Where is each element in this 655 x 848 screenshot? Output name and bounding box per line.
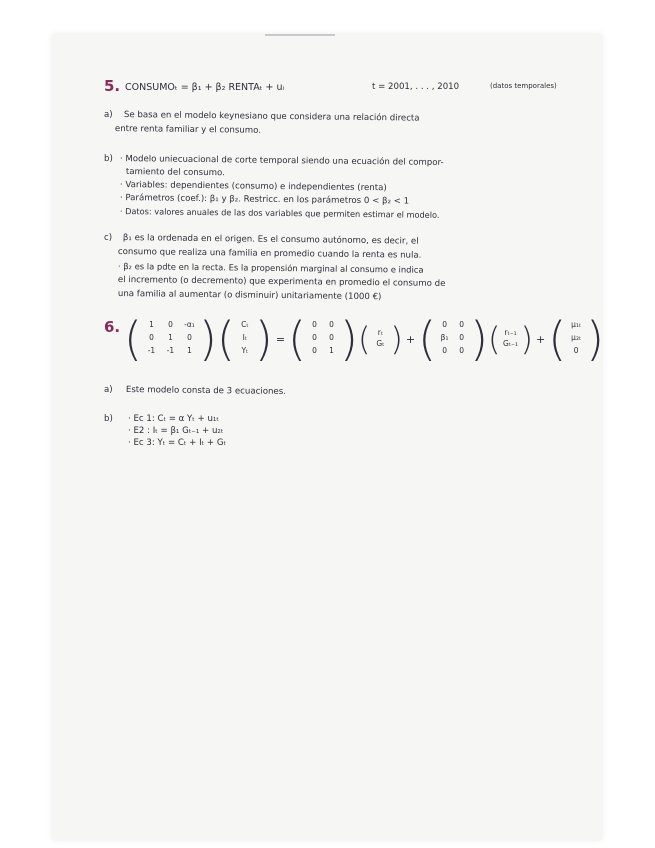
left-paren-icon: ( (216, 312, 235, 366)
q6-a-label: a) (104, 385, 113, 395)
q5-b-line-4: · Parámetros (coef.): β₁ y β₂. Restricc. en los parámetros 0 < β₂ < 1 (119, 192, 410, 207)
matrix-b (306, 320, 340, 359)
q6-a-text: Este modelo consta de 3 ecuaciones. (125, 384, 287, 397)
q5-data-note: (datos temporales) (490, 82, 557, 90)
left-paren-icon: ( (418, 312, 437, 366)
matrix-b-cell: 0 (329, 319, 334, 329)
matrix-b-cell: 0 (329, 332, 334, 342)
matrix-c-cell: 0 (442, 345, 447, 355)
q5-c-label: c) (104, 233, 113, 243)
vector-y-cell: Yₜ (241, 345, 249, 355)
vector-y (235, 320, 255, 359)
vector-x2 (501, 328, 521, 350)
matrix-b-cell: 0 (312, 319, 317, 329)
q5-b-line-1: · Modelo uniecuacional de corte temporal siendo una ecuación del compor- (119, 153, 444, 168)
matrix-a-cell: -1 (147, 345, 156, 355)
vector-y-cell: Cₜ (241, 319, 249, 329)
matrix-a-cell: 0 (149, 332, 154, 342)
q5-b-label: b) (104, 154, 113, 164)
q5-equation: CONSUMOₜ = β₁ + β₂ RENTAₜ + uᵢ (125, 82, 285, 93)
vector-u-cell: 0 (573, 345, 579, 355)
matrix-c-cell: 0 (442, 319, 447, 329)
right-paren-icon: ) (254, 312, 273, 366)
vector-u-cell: μ₂ₜ (571, 332, 582, 342)
right-paren-icon: ) (198, 312, 217, 366)
matrix-a-cell: 0 (168, 319, 173, 329)
q5-b-line-5: · Datos: valores anuales de las dos variables que permiten estimar el modelo. (119, 205, 440, 220)
matrix-c-cell: 0 (459, 332, 464, 342)
left-paren-icon: ( (357, 320, 371, 358)
right-paren-icon: ) (586, 312, 605, 366)
matrix-b-cell: 1 (329, 345, 334, 355)
question-5-number: 5. (104, 77, 121, 95)
question-6-number: 6. (104, 318, 121, 336)
left-paren-icon: ( (124, 312, 142, 366)
matrix-a-cell: 1 (149, 319, 154, 329)
right-paren-icon: ) (339, 312, 358, 366)
matrix-b-cell: 0 (312, 332, 317, 342)
q5-c-line-1: β₁ es la ordenada en el origen. Es el consumo autónomo, es decir, el (122, 232, 419, 247)
vector-x1-cell: rₜ (377, 328, 384, 337)
left-paren-icon: ( (288, 312, 306, 366)
q5-c-line-2: consumo que realiza una familia en promedio cuando la renta es nula. (117, 246, 422, 261)
q6-b-label: b) (104, 414, 113, 424)
q5-a-line-1: Se basa en el modelo keynesiano que considera una relación directa (123, 109, 420, 124)
vector-y-cell: Iₜ (242, 332, 248, 342)
q5-b-line-2: tamiento del consumo. (125, 166, 225, 179)
matrix-b-cell: 0 (312, 345, 317, 355)
left-paren-icon: ( (488, 320, 501, 358)
matrix-c-cell: β₁ (440, 332, 449, 342)
q5-a-label: a) (104, 110, 113, 120)
q6-b-line-1: · Ec 1: Cₜ = α Yₜ + u₁ₜ (128, 414, 219, 424)
plus-sign: + (536, 332, 546, 346)
q6-b-line-3: · Ec 3: Yₜ = Cₜ + Iₜ + Gₜ (128, 438, 227, 448)
q5-c-line-5: una familia al aumentar (o disminuir) unitariamente (1000 €) (117, 288, 382, 303)
matrix-a (142, 320, 199, 359)
q6-b-line-2: · E2 : Iₜ = β₁ Gₜ₋₁ + u₂ₜ (128, 426, 224, 436)
vector-x1-cell: Gₜ (376, 339, 385, 348)
q5-c-line-3: · β₂ es la pdte en la recta. Es la propensión marginal al consumo e indica (117, 260, 424, 275)
q5-period: t = 2001, . . . , 2010 (372, 82, 460, 92)
vector-x2-cell: Gₜ₋₁ (503, 339, 519, 348)
plus-sign: + (405, 332, 416, 346)
matrix-a-cell: 1 (168, 332, 173, 342)
right-paren-icon: ) (520, 320, 533, 358)
left-paren-icon: ( (548, 312, 567, 366)
matrix-equation (124, 312, 605, 366)
vector-x1 (370, 328, 390, 350)
equals-sign: = (275, 332, 286, 346)
vector-u (566, 320, 586, 359)
matrix-c (436, 320, 470, 359)
matrix-a-cell: -1 (166, 345, 175, 355)
right-paren-icon: ) (390, 320, 403, 358)
q5-c-line-4: el incremento (o decremento) que experimenta en promedio el consumo de (117, 274, 446, 290)
matrix-a-cell: 1 (187, 345, 192, 355)
vector-x2-cell: rₜ₋₁ (504, 328, 517, 337)
q5-b-line-3: · Variables: dependientes (consumo) e independientes (renta) (119, 179, 387, 194)
binding-mark (265, 34, 335, 36)
right-paren-icon: ) (470, 312, 489, 366)
matrix-a-cell: -α₁ (184, 319, 195, 329)
matrix-a-cell: 0 (187, 332, 192, 342)
matrix-c-cell: 0 (459, 345, 464, 355)
q5-a-line-2: entre renta familiar y el consumo. (114, 123, 262, 136)
matrix-c-cell: 0 (459, 319, 464, 329)
vector-u-cell: μ₁ₜ (571, 319, 582, 329)
